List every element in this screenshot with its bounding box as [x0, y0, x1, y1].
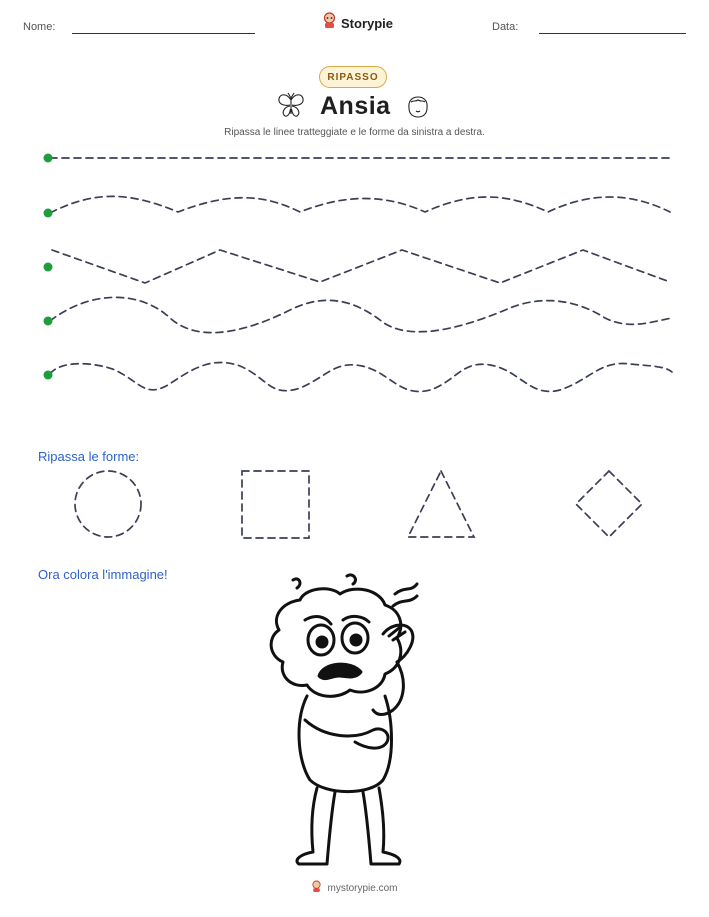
storypie-logo-icon — [311, 880, 322, 896]
footer-site[interactable]: mystorypie.com — [327, 882, 398, 894]
trace-shape-triangle — [408, 471, 474, 537]
trace-shape-circle — [75, 471, 141, 537]
instructions: Ripassa le linee tratteggiate e le forme da sinistra a destra. — [224, 127, 485, 138]
shapes-label: Ripassa le forme: — [38, 449, 140, 464]
trace-shape-diamond — [576, 471, 642, 537]
trace-shape-square — [242, 471, 309, 538]
brand-name: Storypie — [341, 15, 394, 31]
date-label: Data: — [492, 21, 519, 33]
coloring-label: Ora colora l'immagine! — [38, 567, 168, 582]
page-title: Ansia — [320, 92, 391, 120]
badge: RIPASSO — [319, 66, 387, 88]
name-label: Nome: — [23, 21, 56, 33]
anxious-character-illustration — [255, 570, 445, 870]
footer — [0, 880, 709, 896]
